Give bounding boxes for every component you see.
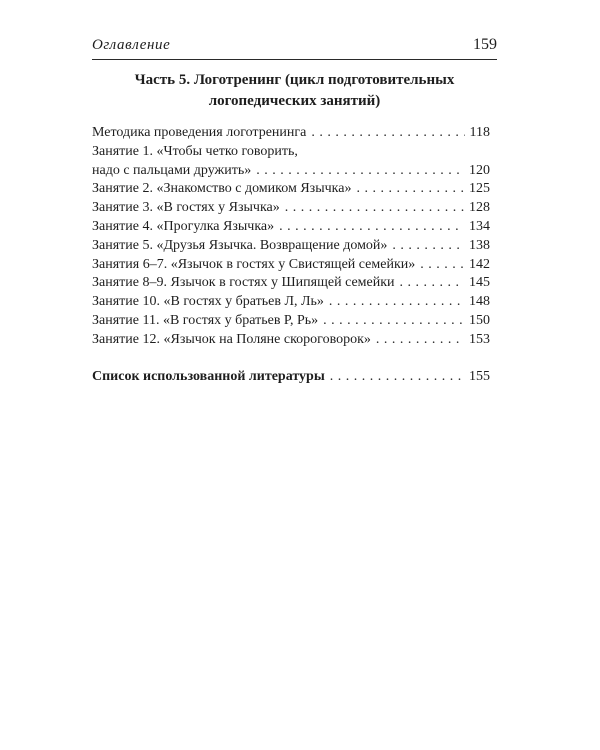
toc-entry-page: 145 (469, 275, 490, 291)
toc-entry[interactable] (92, 162, 490, 181)
toc-entry-page: 155 (469, 369, 490, 384)
toc-entry[interactable] (92, 124, 490, 143)
dot-leader (256, 162, 464, 181)
toc-entry-page: 142 (469, 256, 490, 272)
toc-entry-title: Занятие 3. «В гостях у Язычка» (92, 200, 280, 216)
toc-entry-page: 125 (469, 181, 490, 197)
toc-entry-title: Занятие 11. «В гостях у братьев Р, Рь» (92, 312, 319, 328)
toc-entry-title: Занятие 10. «В гостях у братьев Л, Ль» (92, 294, 324, 310)
toc-entry[interactable] (92, 293, 490, 312)
toc-entry[interactable] (92, 331, 490, 350)
dot-leader (330, 368, 464, 387)
toc-entry-title: надо с пальцами дружить» (92, 162, 252, 178)
toc-entry-title: Занятие 4. «Прогулка Язычка» (92, 218, 275, 234)
toc-entry-page: 150 (469, 312, 490, 328)
toc-entry[interactable] (92, 180, 490, 199)
dot-leader (392, 237, 464, 256)
dot-leader (285, 199, 464, 218)
dot-leader (376, 331, 464, 350)
part-title (92, 70, 497, 112)
toc-entry-page: 153 (469, 331, 490, 347)
toc-entry-title: Занятия 6–7. «Язычок в гостях у Свистящей семейки» (92, 256, 416, 272)
toc-entry[interactable] (92, 199, 490, 218)
running-header (92, 36, 497, 56)
dot-leader (420, 256, 464, 275)
toc-entry-page: 120 (469, 162, 490, 178)
toc-entry[interactable] (92, 237, 490, 256)
toc-entry-page: 138 (469, 237, 490, 253)
bibliography-entry-block (92, 368, 490, 387)
header-page-number: 159 (473, 36, 497, 53)
header-rule (92, 59, 497, 60)
toc-entry-title: Список использованной литературы (92, 369, 325, 384)
part-title-line-2: логопедических занятий) (208, 93, 381, 109)
dot-leader (356, 180, 464, 199)
toc-entry[interactable] (92, 274, 490, 293)
toc-entry[interactable] (92, 218, 490, 237)
dot-leader (400, 274, 464, 293)
toc-entry-title-line-1[interactable]: Занятие 1. «Чтобы четко говорить, (92, 143, 298, 159)
toc-entry-page: 128 (469, 200, 490, 216)
toc-entry-page: 118 (469, 125, 490, 140)
toc-entry-title: Занятие 2. «Знакомство с домиком Язычка» (92, 181, 352, 197)
part-title-line-1: Часть 5. Логотренинг (цикл подготовительных (134, 72, 455, 88)
table-of-contents (92, 124, 490, 350)
toc-entry-title: Занятие 8–9. Язычок в гостях у Шипящей семейки (92, 275, 395, 291)
toc-entry-title: Занятие 12. «Язычок на Поляне скороговорок» (92, 331, 371, 347)
dot-leader (329, 293, 464, 312)
toc-entry-title: Методика проведения логотренинга (92, 125, 307, 140)
toc-entry-page: 148 (469, 294, 490, 310)
dot-leader (279, 218, 464, 237)
toc-entry[interactable] (92, 256, 490, 275)
toc-entry-page: 134 (469, 218, 490, 234)
toc-entry-bibliography[interactable] (92, 368, 490, 387)
toc-entry[interactable] (92, 312, 490, 331)
toc-entry-title: Занятие 5. «Друзья Язычка. Возвращение домой» (92, 237, 388, 253)
dot-leader (311, 124, 464, 143)
header-section-name: Оглавление (92, 37, 171, 53)
dot-leader (323, 312, 464, 331)
